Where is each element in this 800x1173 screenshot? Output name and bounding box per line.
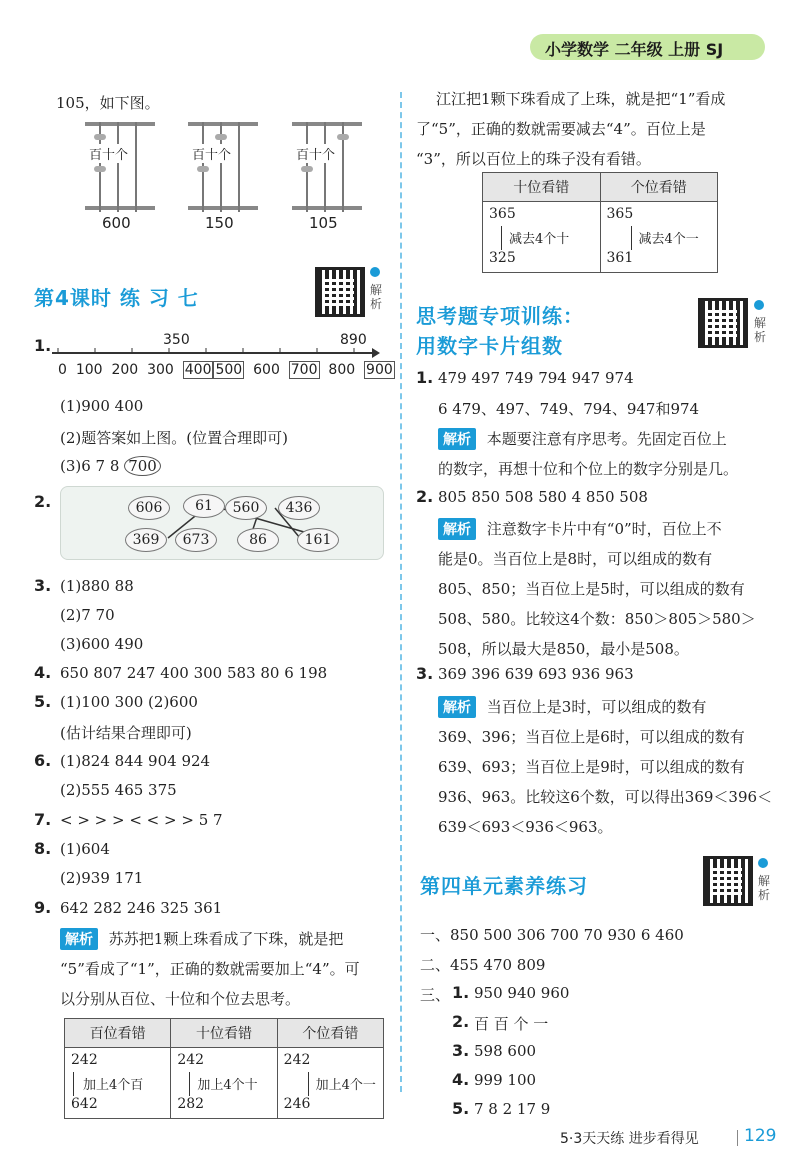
- q1-answer-1: (1)900 400: [60, 397, 144, 415]
- r3-number: 3.: [416, 664, 434, 683]
- unit-sub-text: 950 940 960: [474, 984, 570, 1002]
- unit-sub-text: 598 600: [474, 1042, 537, 1060]
- unit-sub-text: 百 百 个 一: [474, 1015, 549, 1033]
- cell-from: 242: [177, 1052, 205, 1068]
- fish-number: 369: [125, 528, 167, 552]
- q9-table: [64, 1018, 384, 1119]
- unit-sub-number: 4.: [452, 1070, 470, 1089]
- scale-tick: 500: [215, 362, 243, 378]
- scale-tick: 0: [58, 362, 67, 378]
- footer-brand: 5·3天天练 进步看得见: [560, 1131, 699, 1147]
- q1-top-label: 890: [340, 332, 367, 348]
- r1-line: 6 479、497、749、794、947和974: [438, 400, 700, 418]
- q3-line: (1)880 88: [60, 577, 134, 595]
- cell-to: 642: [71, 1096, 98, 1112]
- r3-explain-line: [438, 696, 706, 718]
- abacus-150: [188, 122, 258, 212]
- table-header: 百位看错: [65, 1019, 171, 1048]
- unit-sub-number: 2.: [452, 1012, 470, 1031]
- scale-tick: 800: [328, 362, 356, 378]
- qr-code-icon[interactable]: [315, 267, 365, 317]
- number-line: [50, 346, 382, 360]
- scale-tick: 600: [253, 362, 280, 378]
- table-cell: [65, 1048, 171, 1119]
- q8-number: 8.: [34, 839, 52, 858]
- q4-number: 4.: [34, 663, 52, 682]
- r1-explain-text: 本题要注意有序思考。先固定百位上: [486, 430, 727, 448]
- r2-explain-text: 注意数字卡片中有“0”时，百位上不: [486, 520, 722, 538]
- q9-explain-line: 以分别从百位、十位和个位去思考。: [60, 990, 301, 1008]
- cell-op: 减去4个十: [509, 232, 570, 247]
- scale-tick: 300: [147, 362, 174, 378]
- abacus-label: 百十个: [192, 144, 231, 163]
- table-cell: [277, 1048, 383, 1119]
- abacus-600: [85, 122, 155, 212]
- r2-explain-line: 能是0。当百位上是8时，可以组成的数有: [438, 550, 713, 568]
- cell-op: 加上4个一: [315, 1078, 376, 1093]
- unit-answer-1: 一、850 500 306 700 70 930 6 460: [420, 926, 684, 944]
- table-cell: [483, 202, 601, 273]
- fish-number: 161: [297, 528, 339, 552]
- arrow-icon: [308, 1072, 309, 1096]
- arrow-icon: [631, 226, 632, 250]
- section-title: 用数字卡片组数: [416, 334, 563, 358]
- r3-explain-text: 当百位上是3时，可以组成的数有: [486, 698, 707, 716]
- header-title: 小学数学 二年级 上册 SJ: [545, 40, 724, 59]
- q3-line: (3)600 490: [60, 635, 144, 653]
- play-icon: [758, 858, 768, 868]
- scale-tick: 400: [184, 362, 212, 378]
- cell-to: 246: [283, 1096, 311, 1112]
- fish-number: 61: [183, 494, 225, 518]
- r2-explain-line: 805、850；当百位上是5时，可以组成的数有: [438, 580, 745, 598]
- footer-divider: [737, 1130, 738, 1146]
- table-header: 十位看错: [171, 1019, 277, 1048]
- abacus-label: 百十个: [296, 144, 335, 163]
- number-line-scale: [58, 362, 395, 378]
- cell-op: 加上4个百: [83, 1078, 144, 1093]
- q6-line: (2)555 465 375: [60, 781, 177, 799]
- cell-from: 242: [71, 1052, 98, 1068]
- abacus-value: 105: [309, 214, 338, 232]
- arrow-icon: [501, 226, 502, 250]
- lesson-title: 第4课时 练 习 七: [34, 286, 199, 310]
- cell-to: 282: [177, 1096, 205, 1112]
- q9-number: 9.: [34, 898, 52, 917]
- jiexi-side-label: 解析: [758, 874, 771, 902]
- fish-number: 560: [225, 496, 267, 520]
- r2-text: 805 850 508 580 4 850 508: [438, 488, 648, 506]
- column-divider: [400, 92, 402, 1092]
- q7-number: 7.: [34, 810, 52, 829]
- r2-explain-line: [438, 518, 722, 540]
- q6-number: 6.: [34, 751, 52, 770]
- section-title: 思考题专项训练：: [416, 304, 584, 328]
- jiexi-tag: 解析: [60, 928, 98, 950]
- intro-text: 105，如下图。: [56, 94, 160, 112]
- arrow-icon: [189, 1072, 190, 1096]
- scale-tick: 900: [366, 362, 393, 378]
- q9-explain-line: “5”看成了“1”，正确的数就需要加上“4”。可: [60, 960, 360, 978]
- r1-line: 479 497 749 794 947 974: [438, 369, 634, 387]
- page-number: 129: [744, 1126, 777, 1146]
- q9-text: 642 282 246 325 361: [60, 899, 223, 917]
- r1-explain-line: [438, 428, 727, 450]
- q1-number: 1.: [34, 336, 52, 355]
- fish-number: 436: [278, 496, 320, 520]
- q1-answer-2: (2)题答案如上图。(位置合理即可): [60, 429, 288, 447]
- cell-from: 365: [606, 206, 634, 222]
- q5-line: (1)100 300 (2)600: [60, 693, 198, 711]
- q9-explain-text: 苏苏把1颗上珠看成了下珠，就是把: [108, 930, 344, 948]
- q3-line: (2)7 70: [60, 606, 115, 624]
- r2-number: 2.: [416, 487, 434, 506]
- scale-tick: 100: [75, 362, 103, 378]
- abacus-label: 百十个: [89, 144, 128, 163]
- cell-to: 361: [606, 250, 634, 266]
- q5-number: 5.: [34, 692, 52, 711]
- q1-top-label: 350: [163, 332, 190, 348]
- q3-number: 3.: [34, 576, 52, 595]
- r2-explain-line: 508，所以最大是850，最小是508。: [438, 640, 689, 658]
- q9-explain-line: [60, 928, 343, 950]
- table-header: 个位看错: [600, 173, 718, 202]
- jiexi-tag: 解析: [438, 696, 476, 718]
- r3-explain-line: 936、963。比较这6个数，可以得出369＜396＜: [438, 788, 773, 806]
- fish-number: 606: [128, 496, 170, 520]
- q6-line: (1)824 844 904 924: [60, 752, 211, 770]
- r3-text: 369 396 639 693 936 963: [438, 665, 634, 683]
- table-header: 个位看错: [277, 1019, 383, 1048]
- right-top-line: “3”，所以百位上的珠子没有看错。: [416, 150, 651, 168]
- r1-explain-line: 的数字，再想十位和个位上的数字分别是几。: [438, 460, 739, 478]
- fish-number: 86: [237, 528, 279, 552]
- unit-sub-number: 3.: [452, 1041, 470, 1060]
- unit-answer-3-label: 三、: [420, 986, 451, 1004]
- abacus-105: [292, 122, 362, 212]
- q1-answer-3-text: (3)6 7 8: [60, 457, 120, 475]
- unit-sub-number: 5.: [452, 1099, 470, 1118]
- q5-line: (估计结果合理即可): [60, 724, 192, 742]
- unit-answer-2: 二、455 470 809: [420, 956, 546, 974]
- table-cell: [600, 202, 718, 273]
- cell-from: 365: [489, 206, 516, 222]
- r3-explain-line: 639、693；当百位上是9时，可以组成的数有: [438, 758, 745, 776]
- arrow-icon: [73, 1072, 74, 1096]
- jiexi-side-label: 解析: [754, 316, 767, 344]
- play-icon: [754, 300, 764, 310]
- cell-op: 加上4个十: [197, 1078, 258, 1093]
- right-top-line: 了“5”，正确的数就需要减去“4”。百位上是: [416, 120, 706, 138]
- jiexi-side-label: 解析: [370, 283, 383, 311]
- scale-tick: 200: [111, 362, 139, 378]
- qr-code-icon[interactable]: [703, 856, 753, 906]
- q4-text: 650 807 247 400 300 583 80 6 198: [60, 664, 328, 682]
- r2-explain-line: 508、580。比较这4个数：850＞805＞580＞: [438, 610, 756, 628]
- abacus-value: 150: [205, 214, 234, 232]
- unit-sub-text: 999 100: [474, 1071, 537, 1089]
- fish-number: 673: [175, 528, 217, 552]
- r1-number: 1.: [416, 368, 434, 387]
- table-header: 十位看错: [483, 173, 601, 202]
- r3-explain-line: 639＜693＜936＜963。: [438, 818, 613, 836]
- q1-answer-3: [60, 457, 161, 475]
- play-icon: [370, 267, 380, 277]
- q7-text: < > > > < < > > 5 7: [60, 811, 223, 829]
- scale-tick: 700: [290, 362, 318, 378]
- unit-sub-number: 1.: [452, 983, 470, 1002]
- unit-sub-text: 7 8 2 17 9: [474, 1100, 551, 1118]
- q2-number: 2.: [34, 492, 52, 511]
- right-table: [482, 172, 718, 273]
- jiexi-tag: 解析: [438, 428, 476, 450]
- table-cell: [171, 1048, 277, 1119]
- abacus-value: 600: [102, 214, 131, 232]
- cell-to: 325: [489, 250, 516, 266]
- q8-line: (2)939 171: [60, 869, 144, 887]
- right-top-line: 江江把1颗下珠看成了上珠，就是把“1”看成: [436, 90, 726, 108]
- cell-from: 242: [283, 1052, 311, 1068]
- qr-code-icon[interactable]: [698, 298, 748, 348]
- unit-title: 第四单元素养练习: [420, 874, 588, 898]
- cell-op: 减去4个一: [638, 232, 699, 247]
- r3-explain-line: 369、396；当百位上是6时，可以组成的数有: [438, 728, 745, 746]
- jiexi-tag: 解析: [438, 518, 476, 540]
- q1-answer-3-circled: 700: [124, 456, 161, 476]
- q8-line: (1)604: [60, 840, 110, 858]
